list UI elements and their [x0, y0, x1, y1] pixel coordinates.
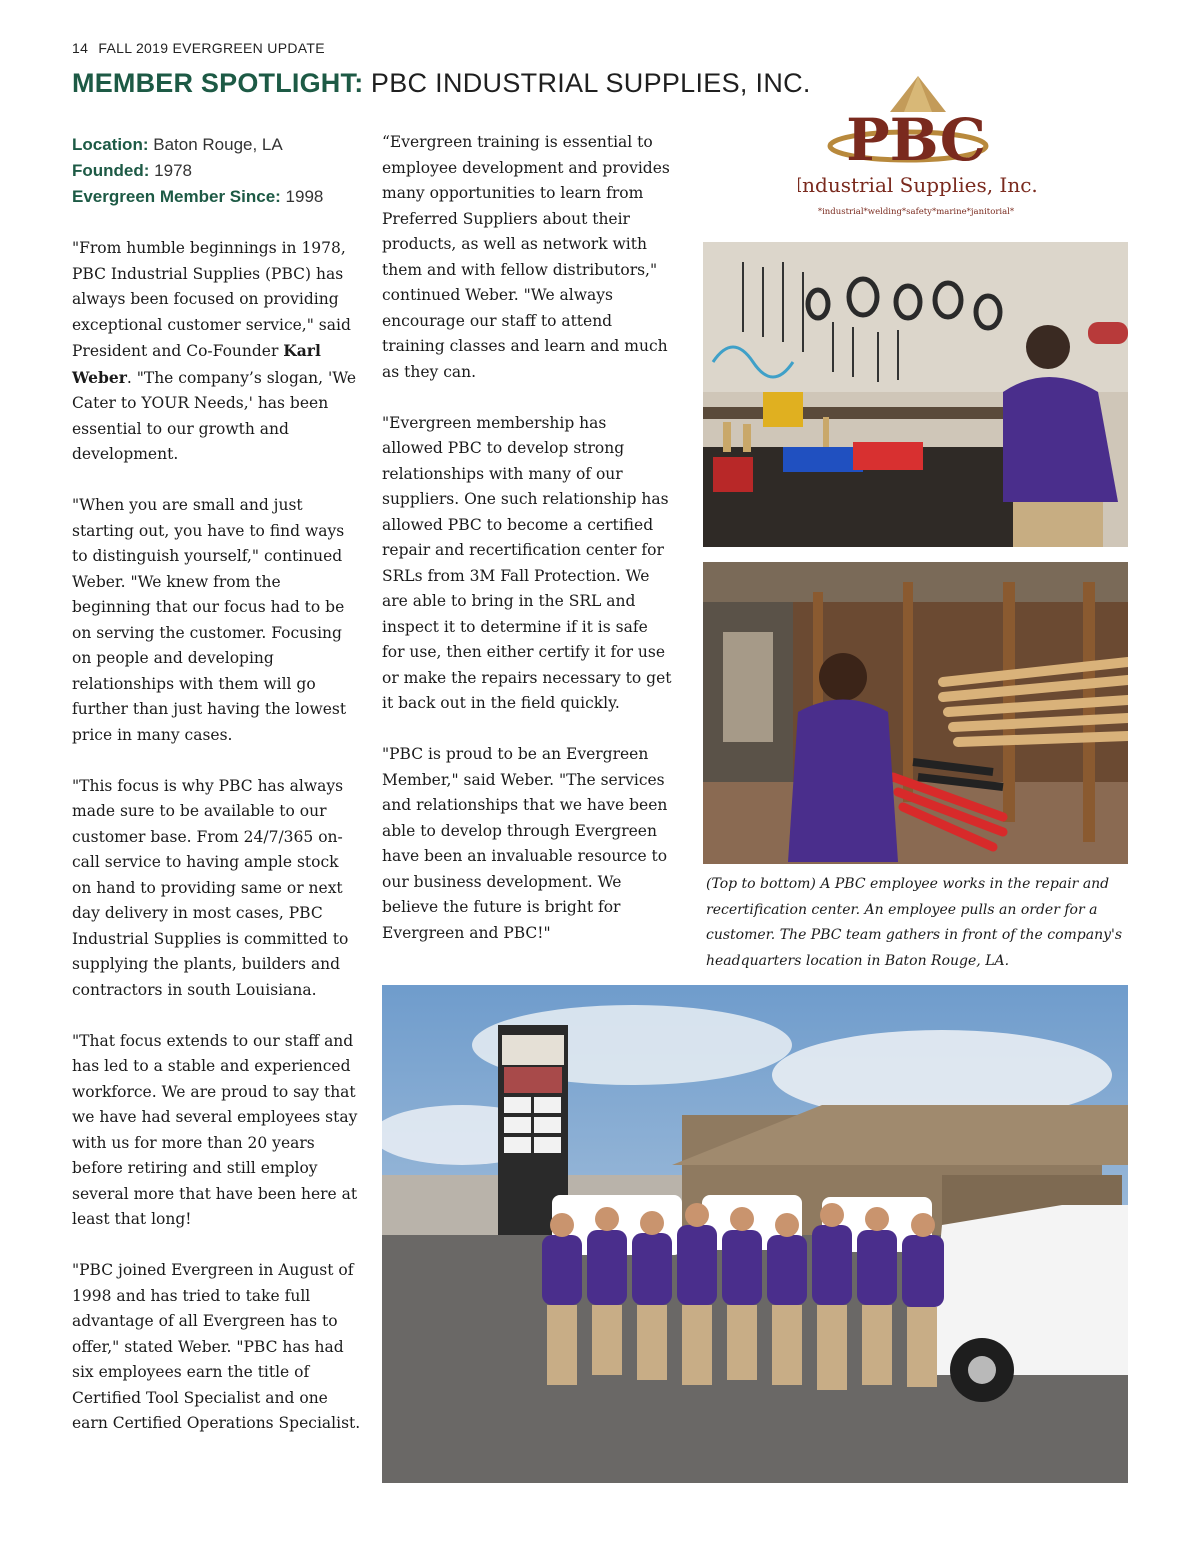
article-title [72, 68, 811, 99]
paragraph: "That focus extends to our staff and has led to a stable and experienced workforce. We are proud to say that we have had several employees stay with us for more than 20 years before retiring and still employ several more that have been here at least that long! [72, 1031, 358, 1228]
photo-warehouse [703, 562, 1128, 864]
paragraph: "When you are small and just starting out, you have to find ways to distinguish yourself," continued Weber. "We knew from the beginning that our focus had to be on serving the customer. Focusing on people and developing relationships with them will go further than just having the lowest price in many cases. [72, 496, 347, 744]
logo-company-name: Industrial Supplies, Inc. [798, 173, 1038, 197]
issue-title: FALL 2019 EVERGREEN UPDATE [98, 40, 325, 56]
photo-team-headquarters [382, 985, 1128, 1483]
fact-location: Location: Baton Rouge, LA [72, 135, 283, 154]
paragraph: "Evergreen membership has allowed PBC to develop strong relationships with many of our suppliers. One such relationship has allowed PBC to become a certified repair and recertification center for SRLs from 3M Fall Protection. We are able to bring in the SRL and inspect it to determine if it is safe for use, then either certify it for use or make the repairs necessary to get it back out in the field quickly. [382, 413, 672, 712]
logo-monogram: PBC [846, 106, 986, 174]
fact-member-since: Evergreen Member Since: 1998 [72, 187, 324, 206]
logo-tagline: *industrial*welding*safety*marine*janitorial* [817, 207, 1015, 217]
paragraph: "PBC joined Evergreen in August of 1998 and has tried to take full advantage of all Evergreen has to offer," stated Weber. "PBC has had six employees earn the title of Certified Tool Specialist and one earn Certified Operations Specialist. [72, 1261, 361, 1432]
column-left [72, 132, 362, 1462]
page-header [72, 40, 325, 56]
title-label: MEMBER SPOTLIGHT: [72, 68, 364, 98]
paragraph: "PBC is proud to be an Evergreen Member," said Weber. "The services and relationships that we have been able to develop through Evergreen have been an invaluable resource to our business development. We believe the future is bright for Evergreen and PBC!" [382, 745, 668, 942]
paragraph: "From humble beginnings in 1978, PBC Industrial Supplies (PBC) has always been focused on providing exceptional customer service," said President and Co-Founder Karl Weber. "The company’s slogan, 'We Cater to YOUR Needs,' has been essential to our growth and development. [72, 239, 357, 463]
title-company: PBC INDUSTRIAL SUPPLIES, INC. [370, 68, 811, 98]
founder-name: Karl Weber [72, 341, 321, 387]
photo-caption: (Top to bottom) A PBC employee works in the repair and recertification center. An employee pulls an order for a customer. The PBC team gathers in front of the company's headquarters location in Baton Rouge, LA. [706, 876, 1123, 969]
paragraph: “Evergreen training is essential to employee development and provides many opportunities to learn from Preferred Suppliers about their products, as well as network with them and with fellow distributors," continued Weber. "We always encourage our staff to attend training classes and learn and much as they can. [382, 133, 670, 381]
page-number: 14 [72, 40, 89, 56]
paragraph: "This focus is why PBC has always made sure to be available to our customer base. From 24/7/365 on-call service to having ample stock on hand to providing same or next day delivery in most cases, PBC Industrial Supplies is committed to supplying the plants, builders and contractors in south Louisiana. [72, 776, 349, 999]
fact-founded: Founded: 1978 [72, 161, 192, 180]
column-middle [382, 130, 672, 972]
photo-repair-center [703, 242, 1128, 547]
company-facts [72, 132, 362, 210]
company-logo [798, 74, 1038, 224]
